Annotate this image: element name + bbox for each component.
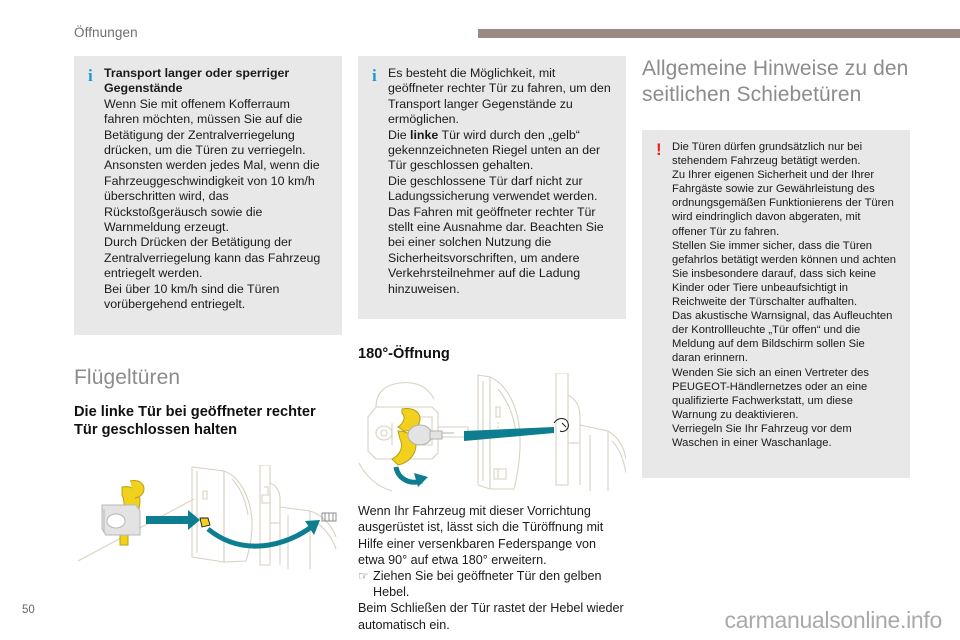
pointing-hand-icon: ☞ bbox=[358, 568, 369, 583]
info-callout-rechte-tuer-text bbox=[388, 66, 612, 297]
callout-paragraph: Durch Drücken der Betätigung der Zentralverriegelung kann das Fahrzeug entriegelt werden. bbox=[104, 235, 321, 281]
section-title-allgemeine-hinweise: Allgemeine Hinweise zu den seitlichen Schiebetüren bbox=[642, 57, 909, 106]
action-list-item bbox=[358, 568, 626, 600]
callout-paragraph: Die Türen dürfen grundsätzlich nur bei stehendem Fahrzeug betätigt werden. bbox=[672, 141, 863, 168]
subsection-title-180-oeffnung: 180°-Öffnung bbox=[358, 346, 450, 363]
column-2 bbox=[358, 56, 626, 633]
warning-callout-text bbox=[672, 140, 896, 450]
action-text: Ziehen Sie bei geöffneter Tür den gelben Hebel. bbox=[373, 568, 602, 600]
watermark: carmanualsonline.info bbox=[724, 607, 942, 633]
callout-paragraph: Das akustische Warnsignal, das Aufleuchten der Kontrollleuchte „Tür offen“ und die Meldung auf dem Bildschirm sollen Sie daran erinnern. bbox=[672, 310, 893, 365]
page-header-title: Öffnungen bbox=[74, 25, 138, 40]
section-title-fluegeltueren: Flügeltüren bbox=[74, 365, 181, 389]
info-icon: i bbox=[372, 66, 377, 85]
callout-paragraph: Verriegeln Sie Ihr Fahrzeug vor dem Waschen in einer Waschanlage. bbox=[672, 422, 852, 449]
info-icon: i bbox=[88, 66, 93, 85]
subsection-title-linke-tuer: Die linke Tür bei geöffneter rechter Tür geschlossen halten bbox=[74, 403, 316, 438]
callout-paragraph-bold-linke: Die linke Tür wird durch den „gelb“ gekennzeichneten Riegel unten an der Tür geschlossen gehalten. bbox=[388, 127, 601, 173]
warning-icon: ! bbox=[656, 140, 662, 159]
callout-paragraph: Bei über 10 km/h sind die Türen vorübergehend entriegelt. bbox=[104, 281, 280, 312]
callout-paragraph: Das Fahren mit geöffneter rechter Tür stellt eine Ausnahme dar. Beachten Sie bei einer solchen Nutzung die Sicherheitsvorschriften, um andere Verkehrsteilnehmer auf die Ladung hinzuweisen. bbox=[388, 204, 604, 296]
body-intro: Wenn Ihr Fahrzeug mit dieser Vorrichtung ausgerüstet ist, lässt sich die Türöffnung mit Hilfe einer versenkbaren Federspange von etwa 90° auf etwa 180° erweitern. bbox=[358, 504, 604, 567]
callout-paragraph: Zu Ihrer eigenen Sicherheit und der Ihrer Fahrgäste sowie zur Gewährleistung des ordnungsgemäßen Funktionierens der Türen wird eindringlich davon abgeraten, mit offener Tür zu fahren. bbox=[672, 169, 894, 238]
info-callout-transport bbox=[74, 56, 342, 335]
door-hinge-180-illustration bbox=[358, 373, 626, 495]
info-callout-rechte-tuer bbox=[358, 56, 626, 319]
callout-paragraph: Wenden Sie sich an einen Vertreter des PEUGEOT-Händlernetzes oder an eine qualifizierte Fachwerkstatt, um diese Warnung zu deaktivieren. bbox=[672, 366, 869, 421]
info-callout-transport-text bbox=[104, 66, 328, 313]
header-rule bbox=[478, 29, 960, 38]
page-number: 50 bbox=[22, 604, 35, 616]
callout-paragraph: Stellen Sie immer sicher, dass die Türen gefahrlos betätigt werden können und achten Sie insbesondere darauf, dass sich keine Kinder oder Tiere unbeaufsichtigt in Reichweite der Türschalter aufhalten. bbox=[672, 239, 896, 309]
callout-paragraph: Wenn Sie mit offenem Kofferraum fahren möchten, müssen Sie auf die Betätigung der Zentralverriegelung drücken, um die Türen zu verriegeln. bbox=[104, 96, 306, 158]
warning-callout-schiebetueren bbox=[642, 130, 910, 478]
column-1 bbox=[74, 56, 342, 575]
callout-paragraph: Es besteht die Möglichkeit, mit geöffneter rechter Tür zu fahren, um den Transport langer Gegenstände zu ermöglichen. bbox=[388, 66, 611, 127]
body-outro: Beim Schließen der Tür rastet der Hebel wieder automatisch ein. bbox=[358, 601, 624, 632]
column-3 bbox=[642, 56, 910, 478]
body-text-180-oeffnung bbox=[358, 503, 626, 633]
bold-linke: linke bbox=[410, 127, 439, 142]
page-header bbox=[0, 0, 960, 46]
callout-paragraph: Die geschlossene Tür darf nicht zur Ladungssicherung verwendet werden. bbox=[388, 173, 598, 204]
callout-paragraph: Ansonsten werden jedes Mal, wenn die Fahrzeuggeschwindigkeit von 10 km/h überschritten wird, das Rückstoßgeräusch sowie die Warnmeldung erzeugt. bbox=[104, 158, 320, 235]
door-latch-illustration bbox=[74, 465, 342, 575]
callout-heading: Transport langer oder sperriger Gegenstände bbox=[104, 66, 290, 96]
